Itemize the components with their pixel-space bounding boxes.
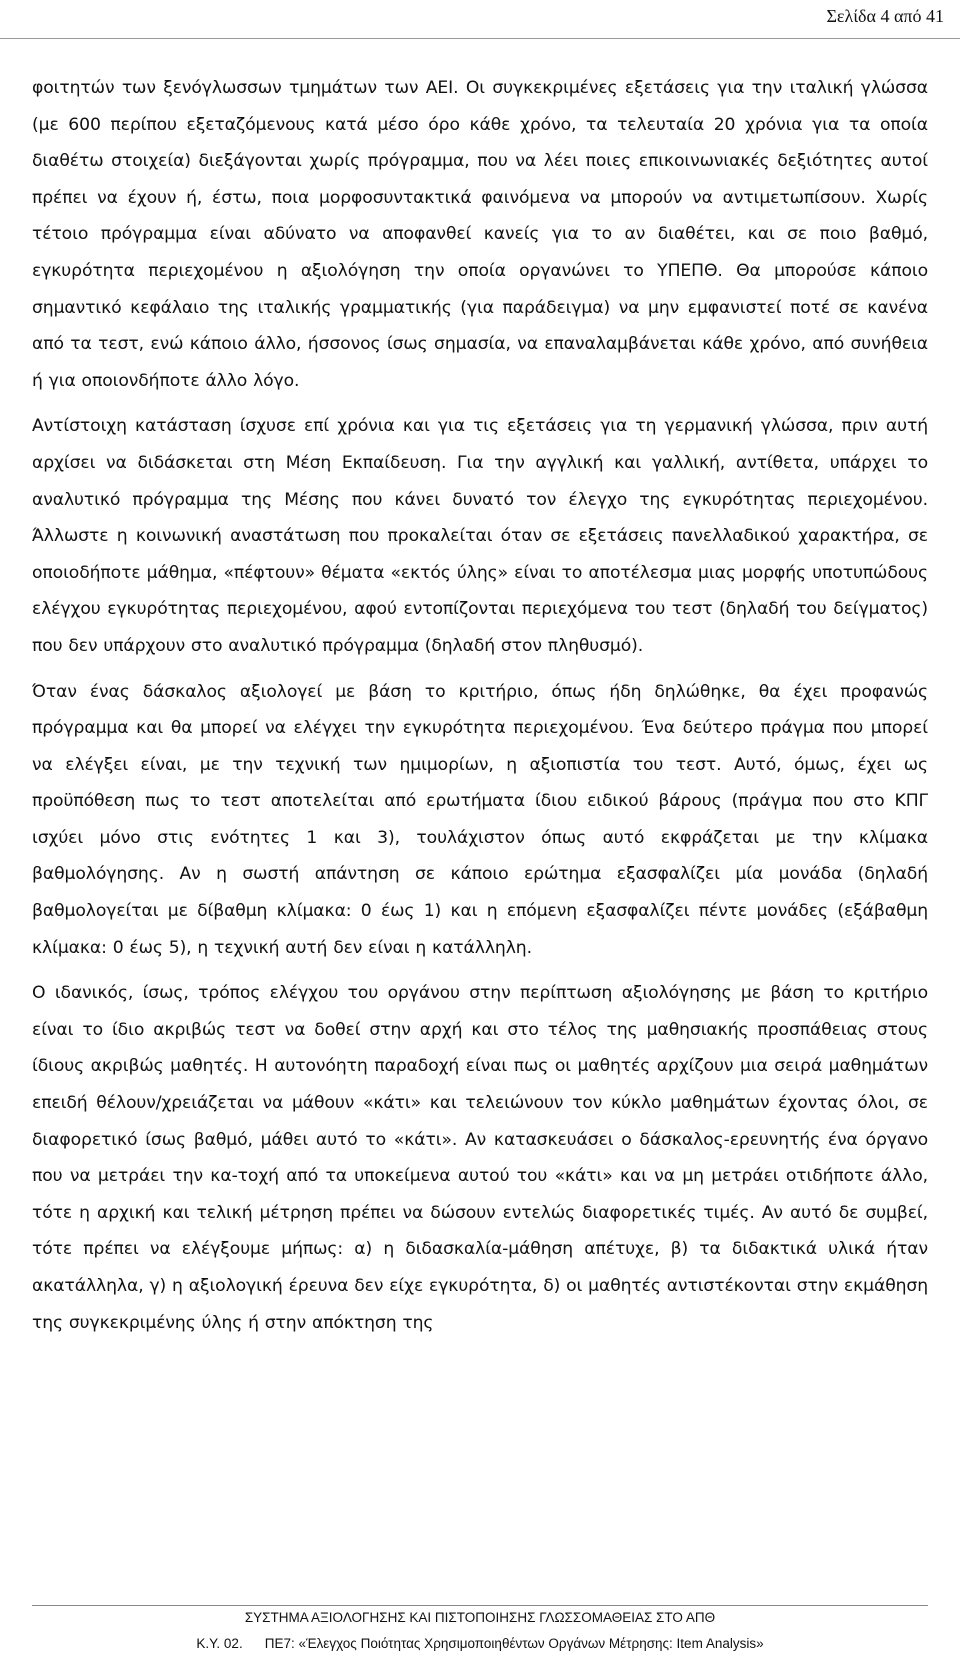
document-body bbox=[32, 70, 928, 1350]
paragraph-1: φοιτητών των ξενόγλωσσων τμημάτων των ΑΕΙ. Οι συγκεκριμένες εξετάσεις για την ιταλική γλώσσα (με 600 περίπου εξεταζόμενους κατά μέσο όρο κάθε χρόνο, τα τελευταία 20 χρόνια για τα οποία διαθέτω στοιχεία) διεξάγονται χωρίς πρόγραμμα, που να λέει ποιες επικοινωνιακές δεξιότητες αυτοί πρέπει να έχουν ή, έστω, ποια μορφοσυντακτικά φαινόμενα να μπορούν να αντιμετωπίσουν. Χωρίς τέτοιο πρόγραμμα είναι αδύνατο να αποφανθεί κανείς για το αν διαθέτει, και σε ποιο βαθμό, εγκυρότητα περιεχομένου η αξιολόγηση την οποία οργανώνει το ΥΠΕΠΘ. Θα μπορούσε κάποιο σημαντικό κεφάλαιο της ιταλικής γραμματικής (για παράδειγμα) να μην εμφανιστεί ποτέ σε κανένα από τα τεστ, ενώ κάποιο άλλο, ήσσονος ίσως σημασία, να επαναλαμβάνεται κάθε χρόνο, από συνήθεια ή για οποιονδήποτε άλλο λόγο. bbox=[32, 78, 928, 391]
paragraph-2: Αντίστοιχη κατάσταση ίσχυσε επί χρόνια και για τις εξετάσεις για τη γερμανική γλώσσα, πριν αυτή αρχίσει να διδάσκεται στη Μέση Εκπαίδευση. Για την αγγλική και γαλλική, αντίθετα, υπάρχει το αναλυτικό πρόγραμμα της Μέσης που κάνει δυνατό τον έλεγχο της εγκυρότητας περιεχομένου. Άλλωστε η κοινωνική αναστάτωση που προκαλείται όταν σε εξετάσεις πανελλαδικού χαρακτήρα, σε οποιοδήποτε μάθημα, «πέφτουν» θέματα «εκτός ύλης» είναι το αποτέλεσμα μιας μορφής υποτυπώδους ελέγχου εγκυρότητας περιεχομένου, αφού εντοπίζονται περιεχόμενα του τεστ (δηλαδή του δείγματος) που δεν υπάρχουν στο αναλυτικό πρόγραμμα (δηλαδή στον πληθυσμό). bbox=[32, 416, 928, 656]
header-divider bbox=[0, 38, 960, 39]
footer-title: ΣΥΣΤΗΜΑ ΑΞΙΟΛΟΓΗΣΗΣ ΚΑΙ ΠΙΣΤΟΠΟΙΗΣΗΣ ΓΛΩΣΣΟΜΑΘΕΙΑΣ ΣΤΟ ΑΠΘ bbox=[244, 1610, 716, 1625]
footer-divider bbox=[32, 1605, 928, 1606]
paragraph-4: Ο ιδανικός, ίσως, τρόπος ελέγχου του οργάνου στην περίπτωση αξιολόγησης με βάση το κριτήριο είναι το ίδιο ακριβώς τεστ να δοθεί στην αρχή και στο τέλος της μαθησιακής προσπάθειας στους ίδιους ακριβώς μαθητές. Η αυτονόητη παραδοχή είναι πως οι μαθητές αρχίζουν μια σειρά μαθημάτων επειδή θέλουν/χρειάζεται να μάθουν «κάτι» και τελειώνουν τον κύκλο μαθημάτων έχοντας όλοι, σε διαφορετικό ίσως βαθμό, μάθει αυτό το «κάτι». Αν κατασκευάσει ο δάσκαλος-ερευνητής ένα όργανο που να μετράει την κα-τοχή από τα υποκείμενα αυτού του «κάτι» και να μη μετράει οτιδήποτε άλλο, τότε η αρχική και τελική μέτρηση πρέπει να δώσουν εντελώς διαφορετικές τιμές. Αν αυτό δε συμβεί, τότε πρέπει να ελέγξουμε μήπως: α) η διδασκαλία-μάθηση απέτυχε, β) τα διδακτικά υλικά ήταν ακατάλληλα, γ) η αξιολογική έρευνα δεν είχε εγκυρότητα, δ) οι μαθητές αντιστέκονται στην εκμάθηση της συγκεκριμένης ύλης ή στην απόκτηση της bbox=[32, 983, 928, 1333]
footer-info bbox=[0, 1636, 960, 1651]
footer-code: Κ.Υ. 02. bbox=[196, 1636, 243, 1651]
footer-subtitle: ΠΕ7: «Έλεγχος Ποιότητας Χρησιμοποιηθέντων Οργάνων Μέτρησης: Item Analysis» bbox=[264, 1636, 764, 1651]
paragraph-3: Όταν ένας δάσκαλος αξιολογεί με βάση το κριτήριο, όπως ήδη δηλώθηκε, θα έχει προφανώς πρόγραμμα και θα μπορεί να ελέγχει την εγκυρότητα περιεχομένου. Ένα δεύτερο πράγμα που μπορεί να ελέγξει είναι, με την τεχνική των ημιμορίων, η αξιοπιστία του τεστ. Αυτό, όμως, έχει ως προϋπόθεση πως το τεστ αποτελείται από ερωτήματα ίδιου ειδικού βάρους (πράγμα που στο ΚΠΓ ισχύει μόνο στις ενότητες 1 και 3), τουλάχιστον όπως αυτό εκφράζεται με την κλίμακα βαθμολόγησης. Αν η σωστή απάντηση σε κάποιο ερώτημα εξασφαλίζει μία μονάδα (δηλαδή βαθμολογείται με δίβαθμη κλίμακα: 0 έως 1) και η επόμενη εξασφαλίζει πέντε μονάδες (εξάβαθμη κλίμακα: 0 έως 5), η τεχνική αυτή δεν είναι η κατάλληλη. bbox=[32, 681, 928, 958]
page-number: Σελίδα 4 από 41 bbox=[826, 6, 944, 26]
